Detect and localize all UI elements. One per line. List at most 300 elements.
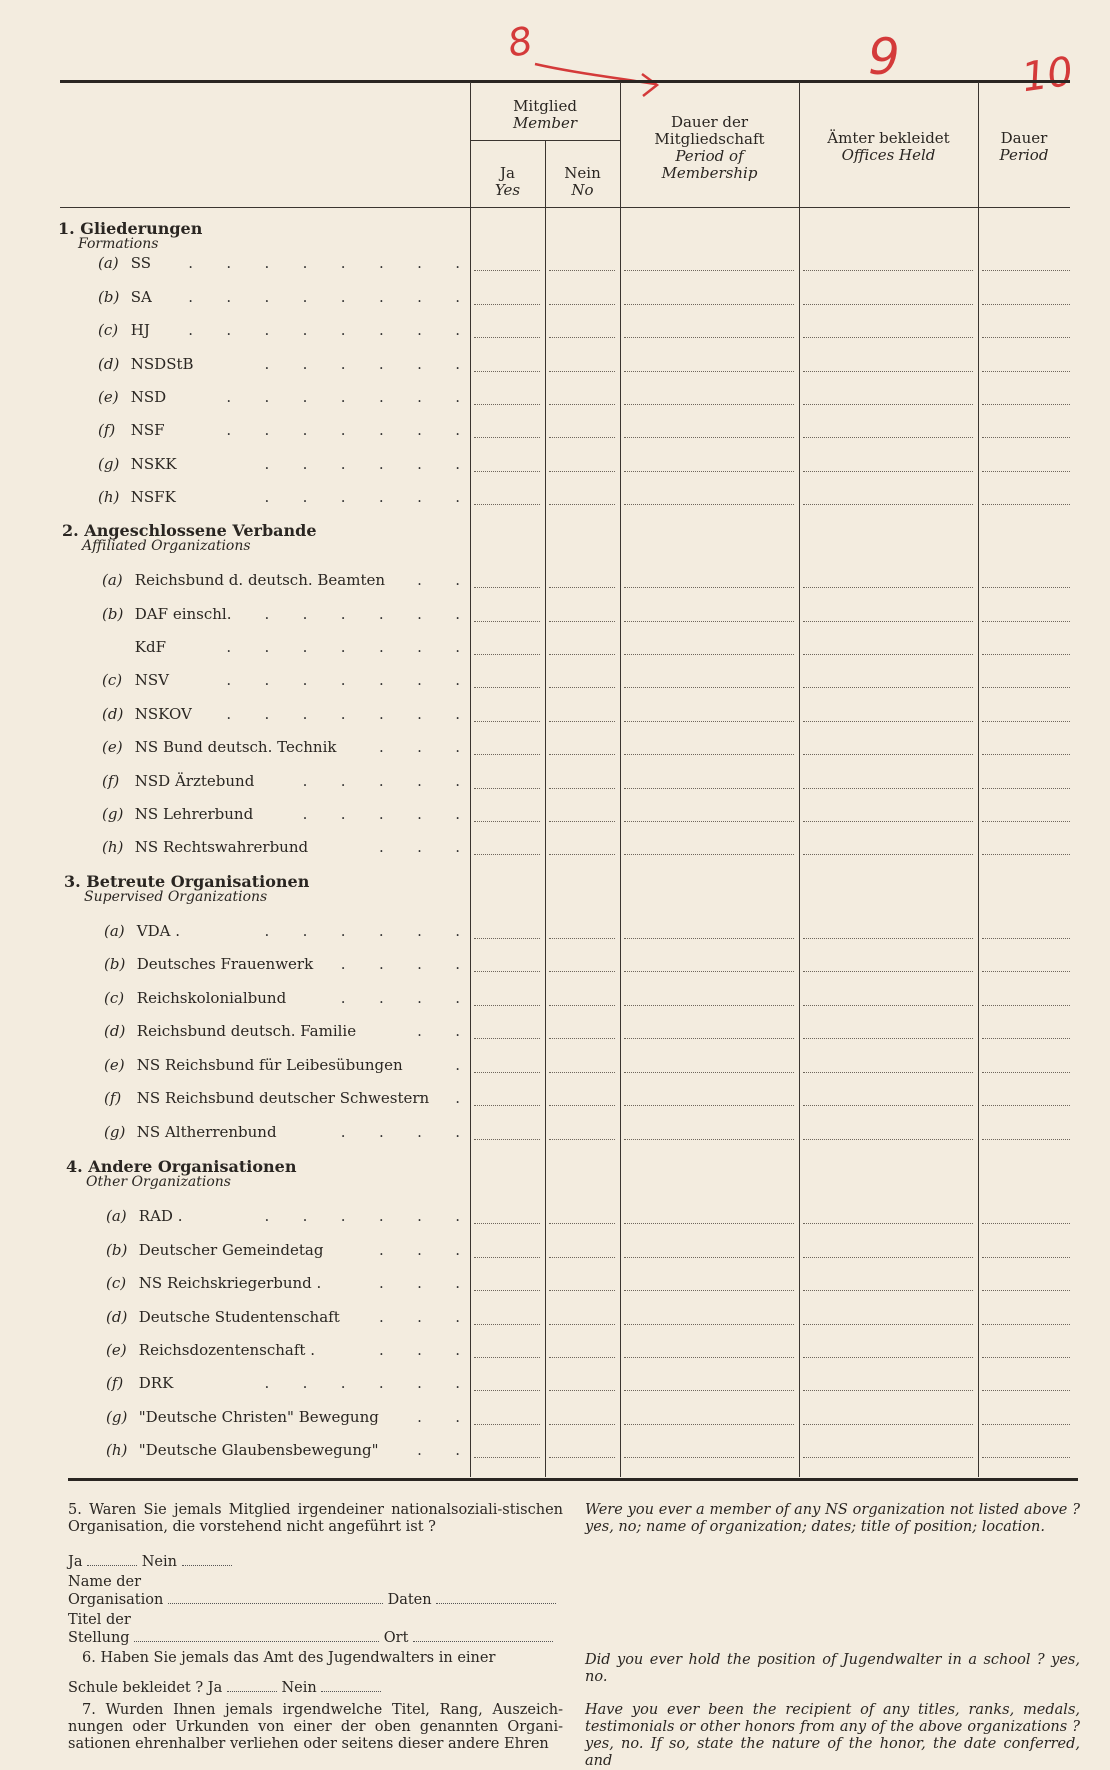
- bottom-rule: [68, 1478, 1078, 1481]
- no-field[interactable]: [549, 971, 615, 972]
- no-field[interactable]: [549, 1324, 615, 1325]
- q5-nein-field[interactable]: [182, 1553, 232, 1566]
- membership-period-field[interactable]: [624, 504, 794, 505]
- row-letter: (a): [104, 922, 125, 940]
- no-field[interactable]: [549, 788, 615, 789]
- row-label: VDA .: [136, 922, 181, 940]
- header-no-en: No: [571, 181, 594, 199]
- yes-field[interactable]: [474, 1223, 540, 1224]
- period-field[interactable]: [982, 821, 1070, 822]
- no-field[interactable]: [549, 721, 615, 722]
- offices-field[interactable]: [803, 437, 973, 438]
- period-field[interactable]: [982, 504, 1070, 505]
- period-field[interactable]: [982, 788, 1070, 789]
- row-leader-dots: . . . . . .: [264, 355, 460, 373]
- header-yes-en: Yes: [494, 181, 521, 199]
- offices-field[interactable]: [803, 1139, 973, 1140]
- red-annotation-10: 10: [1019, 48, 1076, 102]
- offices-field[interactable]: [803, 337, 973, 338]
- no-field[interactable]: [549, 1139, 615, 1140]
- organization-row: [106, 1341, 460, 1359]
- offices-field[interactable]: [803, 1105, 973, 1106]
- no-field[interactable]: [549, 337, 615, 338]
- yes-field[interactable]: [474, 788, 540, 789]
- membership-period-field[interactable]: [624, 437, 794, 438]
- row-letter: (f): [98, 421, 116, 439]
- membership-period-field[interactable]: [624, 1223, 794, 1224]
- q5-ort-label: Ort: [383, 1630, 409, 1646]
- row-leader-dots: . . . . . . .: [226, 705, 460, 723]
- period-field[interactable]: [982, 404, 1070, 405]
- no-field[interactable]: [549, 1457, 615, 1458]
- yes-field[interactable]: [474, 687, 540, 688]
- row-letter: (a): [106, 1207, 127, 1225]
- yes-field[interactable]: [474, 621, 540, 622]
- period-field[interactable]: [982, 687, 1070, 688]
- yes-field[interactable]: [474, 854, 540, 855]
- period-field[interactable]: [982, 270, 1070, 271]
- offices-field[interactable]: [803, 1072, 973, 1073]
- membership-period-field[interactable]: [624, 1324, 794, 1325]
- row-letter: (e): [104, 1056, 125, 1074]
- header-member: [470, 98, 620, 132]
- section-subtitle: Affiliated Organizations: [82, 538, 251, 554]
- no-field[interactable]: [549, 404, 615, 405]
- yes-field[interactable]: [474, 1072, 540, 1073]
- yes-field[interactable]: [474, 821, 540, 822]
- membership-period-field[interactable]: [624, 1424, 794, 1425]
- no-field[interactable]: [549, 437, 615, 438]
- period-field[interactable]: [982, 1257, 1070, 1258]
- period-field[interactable]: [982, 587, 1070, 588]
- no-field[interactable]: [549, 304, 615, 305]
- q5-daten-field[interactable]: [436, 1591, 556, 1604]
- offices-field[interactable]: [803, 1357, 973, 1358]
- period-field[interactable]: [982, 1005, 1070, 1006]
- membership-period-field[interactable]: [624, 1357, 794, 1358]
- row-letter: (h): [98, 488, 120, 506]
- row-leader-dots: . . . . . .: [264, 605, 460, 623]
- membership-period-field[interactable]: [624, 471, 794, 472]
- period-field[interactable]: [982, 621, 1070, 622]
- organization-row: [102, 705, 460, 723]
- no-field[interactable]: [549, 471, 615, 472]
- offices-field[interactable]: [803, 687, 973, 688]
- row-label: Reichskolonialbund: [136, 989, 287, 1007]
- row-label: DAF einschl.: [134, 605, 232, 623]
- row-leader-dots: . .: [417, 1408, 460, 1426]
- offices-field[interactable]: [803, 654, 973, 655]
- offices-field[interactable]: [803, 854, 973, 855]
- membership-period-field[interactable]: [624, 788, 794, 789]
- row-letter: (e): [106, 1341, 127, 1359]
- organization-row: [98, 321, 460, 339]
- yes-field[interactable]: [474, 1457, 540, 1458]
- organization-row: [106, 1308, 460, 1326]
- no-field[interactable]: [549, 1290, 615, 1291]
- row-label: Deutsche Studentenschaft: [138, 1308, 340, 1326]
- membership-period-field[interactable]: [624, 1005, 794, 1006]
- yes-field[interactable]: [474, 1290, 540, 1291]
- organization-row: [104, 1056, 460, 1074]
- no-field[interactable]: [549, 854, 615, 855]
- period-field[interactable]: [982, 1290, 1070, 1291]
- period-field[interactable]: [982, 1390, 1070, 1391]
- membership-period-field[interactable]: [624, 270, 794, 271]
- row-label: RAD .: [138, 1207, 183, 1225]
- period-field[interactable]: [982, 1139, 1070, 1140]
- period-field[interactable]: [982, 1424, 1070, 1425]
- q5-name-label: Name der: [68, 1574, 142, 1590]
- membership-period-field[interactable]: [624, 404, 794, 405]
- no-field[interactable]: [549, 270, 615, 271]
- organization-row: [102, 638, 460, 656]
- row-label: NS Lehrerbund: [134, 805, 254, 823]
- period-field[interactable]: [982, 337, 1070, 338]
- yes-field[interactable]: [474, 754, 540, 755]
- red-annotation-9: 9: [868, 28, 900, 86]
- yes-field[interactable]: [474, 304, 540, 305]
- offices-field[interactable]: [803, 621, 973, 622]
- membership-period-field[interactable]: [624, 687, 794, 688]
- q5-stellung-field[interactable]: [134, 1629, 379, 1642]
- top-rule: [60, 80, 1070, 83]
- membership-period-field[interactable]: [624, 337, 794, 338]
- yes-field[interactable]: [474, 337, 540, 338]
- row-leader-dots: . . . . . . . .: [188, 321, 460, 339]
- offices-field[interactable]: [803, 1257, 973, 1258]
- yes-field[interactable]: [474, 1139, 540, 1140]
- row-leader-dots: . . . . . . .: [226, 671, 460, 689]
- header-duration-de1: Dauer der: [670, 113, 749, 131]
- offices-field[interactable]: [803, 1038, 973, 1039]
- organization-row: [104, 989, 460, 1007]
- row-letter: (d): [98, 355, 120, 373]
- offices-field[interactable]: [803, 788, 973, 789]
- yes-field[interactable]: [474, 1005, 540, 1006]
- membership-period-field[interactable]: [624, 1457, 794, 1458]
- header-duration-de2: Mitgliedschaft: [654, 130, 765, 148]
- no-field[interactable]: [549, 1257, 615, 1258]
- offices-field[interactable]: [803, 304, 973, 305]
- organization-row: [98, 388, 460, 406]
- header-period: [978, 130, 1070, 164]
- row-leader-dots: . . . . . . . .: [188, 254, 460, 272]
- row-letter: (d): [106, 1308, 128, 1326]
- membership-period-field[interactable]: [624, 621, 794, 622]
- row-label: NS Bund deutsch. Technik: [134, 738, 337, 756]
- yes-field[interactable]: [474, 971, 540, 972]
- organization-row: [106, 1374, 460, 1392]
- period-field[interactable]: [982, 471, 1070, 472]
- row-leader-dots: . . . .: [340, 989, 460, 1007]
- organization-row: [98, 488, 460, 506]
- yes-field[interactable]: [474, 1324, 540, 1325]
- row-letter: (b): [98, 288, 120, 306]
- header-yes-de: Ja: [500, 164, 515, 182]
- organization-row: [98, 455, 460, 473]
- organization-row: [102, 838, 460, 856]
- organization-row: [106, 1241, 460, 1259]
- row-leader-dots: . .: [417, 1441, 460, 1459]
- no-field[interactable]: [549, 654, 615, 655]
- row-leader-dots: . . . . . . .: [226, 638, 460, 656]
- membership-period-field[interactable]: [624, 854, 794, 855]
- row-label: Reichsbund deutsch. Familie: [136, 1022, 357, 1040]
- offices-field[interactable]: [803, 938, 973, 939]
- membership-period-field[interactable]: [624, 304, 794, 305]
- row-label: SA: [130, 288, 152, 306]
- q6-ja-field[interactable]: [227, 1679, 277, 1692]
- organization-row: [102, 571, 460, 589]
- no-field[interactable]: [549, 621, 615, 622]
- row-leader-dots: . . . . . .: [264, 1374, 460, 1392]
- row-leader-dots: . . . . . .: [264, 922, 460, 940]
- offices-field[interactable]: [803, 404, 973, 405]
- offices-field[interactable]: [803, 1457, 973, 1458]
- period-field[interactable]: [982, 1038, 1070, 1039]
- no-field[interactable]: [549, 1223, 615, 1224]
- row-letter: (a): [102, 571, 123, 589]
- offices-field[interactable]: [803, 1290, 973, 1291]
- offices-field[interactable]: [803, 1223, 973, 1224]
- yes-field[interactable]: [474, 371, 540, 372]
- period-field[interactable]: [982, 854, 1070, 855]
- period-field[interactable]: [982, 754, 1070, 755]
- offices-field[interactable]: [803, 971, 973, 972]
- header-bottom-rule: [60, 207, 1070, 208]
- section-subtitle: Formations: [78, 236, 159, 252]
- row-label: NSKOV: [134, 705, 192, 723]
- period-field[interactable]: [982, 1105, 1070, 1106]
- period-field[interactable]: [982, 1072, 1070, 1073]
- no-field[interactable]: [549, 371, 615, 372]
- period-field[interactable]: [982, 437, 1070, 438]
- period-field[interactable]: [982, 371, 1070, 372]
- no-field[interactable]: [549, 1390, 615, 1391]
- red-annotation-8: 8: [504, 18, 536, 66]
- row-label: NS Reichskriegerbund .: [138, 1274, 322, 1292]
- row-label: NSF: [130, 421, 165, 439]
- question-5-de: 5. Waren Sie jemals Mitglied irgendeiner nationalsoziali-stischen Organisation, die vorstehend nicht angeführt ist ?: [68, 1502, 563, 1535]
- q5-organisation-line: [68, 1591, 568, 1609]
- yes-field[interactable]: [474, 1357, 540, 1358]
- q5-organisation-field[interactable]: [168, 1591, 383, 1604]
- membership-period-field[interactable]: [624, 971, 794, 972]
- row-label: NS Rechtswahrerbund: [134, 838, 309, 856]
- row-label: "Deutsche Christen" Bewegung: [138, 1408, 379, 1426]
- row-letter: (a): [98, 254, 119, 272]
- offices-field[interactable]: [803, 1390, 973, 1391]
- row-leader-dots: . . . . . . . .: [188, 288, 460, 306]
- organization-row: [102, 805, 460, 823]
- yes-field[interactable]: [474, 1038, 540, 1039]
- period-field[interactable]: [982, 1357, 1070, 1358]
- row-letter: (d): [102, 705, 124, 723]
- header-duration-en2: Membership: [661, 164, 758, 182]
- question-5-en: Were you ever a member of any NS organization not listed above ? yes, no; name of organization; dates; title of position; location.: [585, 1502, 1080, 1535]
- yes-field[interactable]: [474, 1257, 540, 1258]
- membership-period-field[interactable]: [624, 587, 794, 588]
- no-field[interactable]: [549, 821, 615, 822]
- row-leader-dots: . .: [417, 571, 460, 589]
- offices-field[interactable]: [803, 1005, 973, 1006]
- section-subtitle: Other Organizations: [86, 1174, 231, 1190]
- row-leader-dots: . . .: [378, 838, 460, 856]
- no-field[interactable]: [549, 1005, 615, 1006]
- no-field[interactable]: [549, 1105, 615, 1106]
- membership-period-field[interactable]: [624, 754, 794, 755]
- yes-field[interactable]: [474, 1424, 540, 1425]
- row-label: DRK: [138, 1374, 174, 1392]
- yes-field[interactable]: [474, 270, 540, 271]
- row-label: NSKK: [130, 455, 177, 473]
- period-field[interactable]: [982, 1457, 1070, 1458]
- row-leader-dots: . . . . .: [302, 772, 460, 790]
- row-label: HJ: [130, 321, 150, 339]
- membership-period-field[interactable]: [624, 654, 794, 655]
- membership-period-field[interactable]: [624, 1072, 794, 1073]
- row-letter: (g): [98, 455, 120, 473]
- period-field[interactable]: [982, 654, 1070, 655]
- row-leader-dots: . . .: [378, 738, 460, 756]
- membership-period-field[interactable]: [624, 371, 794, 372]
- offices-field[interactable]: [803, 1424, 973, 1425]
- no-field[interactable]: [549, 1072, 615, 1073]
- column-divider: [545, 140, 546, 1477]
- offices-field[interactable]: [803, 471, 973, 472]
- organization-row: [106, 1441, 460, 1459]
- membership-period-field[interactable]: [624, 821, 794, 822]
- row-letter: (b): [106, 1241, 128, 1259]
- membership-period-field[interactable]: [624, 1257, 794, 1258]
- row-leader-dots: . . . . . .: [264, 1207, 460, 1225]
- yes-field[interactable]: [474, 1105, 540, 1106]
- q5-yes-no-line: [68, 1553, 232, 1571]
- row-letter: (b): [102, 605, 124, 623]
- q5-ort-field[interactable]: [413, 1629, 553, 1642]
- membership-period-field[interactable]: [624, 1390, 794, 1391]
- membership-period-field[interactable]: [624, 1139, 794, 1140]
- row-letter: (f): [104, 1089, 122, 1107]
- period-field[interactable]: [982, 304, 1070, 305]
- no-field[interactable]: [549, 504, 615, 505]
- q5-stellung-line: [68, 1629, 568, 1647]
- organization-row: [106, 1408, 460, 1426]
- row-letter: (g): [106, 1408, 128, 1426]
- row-label: NS Altherrenbund: [136, 1123, 277, 1141]
- organization-row: [106, 1274, 460, 1292]
- membership-period-field[interactable]: [624, 1105, 794, 1106]
- offices-field[interactable]: [803, 754, 973, 755]
- period-field[interactable]: [982, 938, 1070, 939]
- row-label: NS Reichsbund deutscher Schwestern: [136, 1089, 430, 1107]
- organization-row: [102, 772, 460, 790]
- membership-period-field[interactable]: [624, 721, 794, 722]
- offices-field[interactable]: [803, 371, 973, 372]
- yes-field[interactable]: [474, 1390, 540, 1391]
- q5-organisation-label: Organisation: [68, 1592, 164, 1608]
- yes-field[interactable]: [474, 721, 540, 722]
- period-field[interactable]: [982, 971, 1070, 972]
- membership-period-field[interactable]: [624, 1290, 794, 1291]
- row-leader-dots: . . . .: [340, 1123, 460, 1141]
- row-letter: (h): [106, 1441, 128, 1459]
- row-letter: (f): [102, 772, 120, 790]
- period-field[interactable]: [982, 1324, 1070, 1325]
- organization-row: [102, 671, 460, 689]
- offices-field[interactable]: [803, 821, 973, 822]
- no-field[interactable]: [549, 1424, 615, 1425]
- row-label: Reichsdozentenschaft .: [138, 1341, 315, 1359]
- row-leader-dots: . . . . . .: [264, 488, 460, 506]
- row-label: NS Reichsbund für Leibesübungen: [136, 1056, 403, 1074]
- period-field[interactable]: [982, 1223, 1070, 1224]
- membership-period-field[interactable]: [624, 1038, 794, 1039]
- q5-titel-label: Titel der: [68, 1612, 131, 1628]
- row-label: NSDStB: [130, 355, 194, 373]
- yes-field[interactable]: [474, 654, 540, 655]
- period-field[interactable]: [982, 721, 1070, 722]
- yes-field[interactable]: [474, 404, 540, 405]
- q6-answer-line: [68, 1679, 563, 1697]
- yes-field[interactable]: [474, 938, 540, 939]
- row-leader-dots: . . .: [378, 1308, 460, 1326]
- header-member-de: Mitglied: [513, 97, 577, 115]
- no-field[interactable]: [549, 687, 615, 688]
- row-leader-dots: . .: [417, 1022, 460, 1040]
- row-letter: (e): [102, 738, 123, 756]
- membership-period-field[interactable]: [624, 938, 794, 939]
- section-title: 1. Gliederungen: [58, 219, 203, 238]
- row-label: NSV: [134, 671, 170, 689]
- yes-field[interactable]: [474, 437, 540, 438]
- q6-nein-field[interactable]: [321, 1679, 381, 1692]
- header-duration: [620, 114, 799, 182]
- q6-ja-label: Ja: [207, 1680, 223, 1696]
- offices-field[interactable]: [803, 504, 973, 505]
- offices-field[interactable]: [803, 587, 973, 588]
- no-field[interactable]: [549, 938, 615, 939]
- yes-field[interactable]: [474, 504, 540, 505]
- q5-ja-field[interactable]: [87, 1553, 137, 1566]
- row-letter: (e): [98, 388, 119, 406]
- offices-field[interactable]: [803, 270, 973, 271]
- organization-row: [104, 1022, 460, 1040]
- offices-field[interactable]: [803, 1324, 973, 1325]
- yes-field[interactable]: [474, 587, 540, 588]
- row-label: Reichsbund d. deutsch. Beamten: [134, 571, 386, 589]
- organization-row: [102, 605, 460, 623]
- offices-field[interactable]: [803, 721, 973, 722]
- column-divider: [620, 82, 621, 1477]
- row-leader-dots: . . . . .: [302, 805, 460, 823]
- red-arrow-icon: [530, 52, 670, 102]
- header-no-de: Nein: [564, 164, 601, 182]
- row-leader-dots: . . . . . . .: [226, 421, 460, 439]
- row-leader-dots: . . .: [378, 1274, 460, 1292]
- question-6-de-line1: 6. Haben Sie jemals das Amt des Jugendwalters in einer: [82, 1650, 496, 1666]
- yes-field[interactable]: [474, 471, 540, 472]
- no-field[interactable]: [549, 754, 615, 755]
- organization-row: [104, 922, 460, 940]
- row-label: "Deutsche Glaubensbewegung": [138, 1441, 379, 1459]
- no-field[interactable]: [549, 587, 615, 588]
- header-offices-de: Ämter bekleidet: [827, 129, 950, 147]
- row-letter: (h): [102, 838, 124, 856]
- no-field[interactable]: [549, 1357, 615, 1358]
- no-field[interactable]: [549, 1038, 615, 1039]
